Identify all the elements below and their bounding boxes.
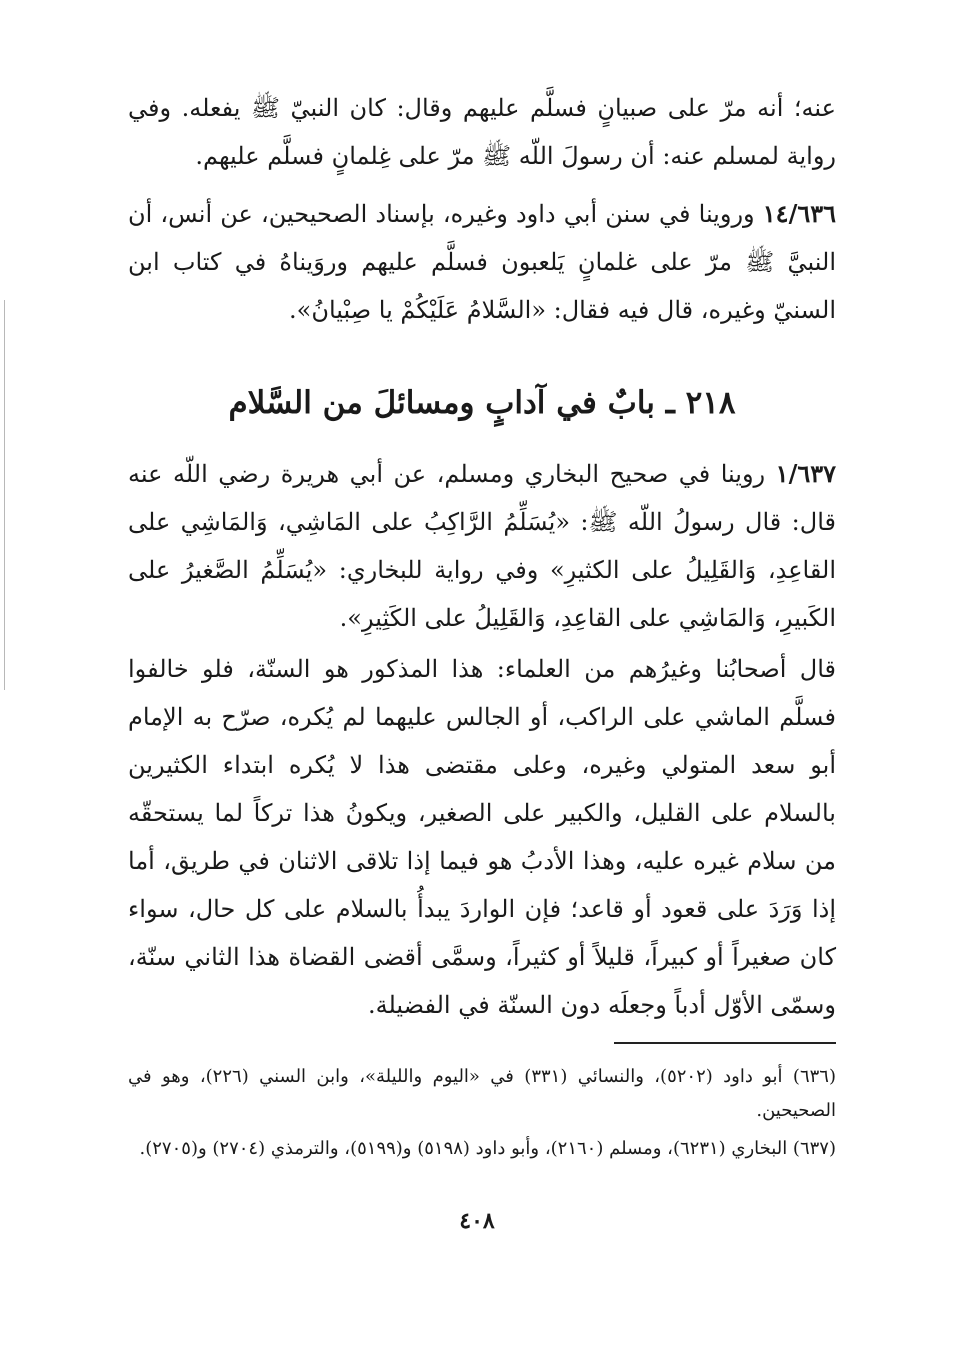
footnote-divider bbox=[614, 1042, 836, 1044]
paragraph-commentary bbox=[128, 645, 836, 1029]
paragraph-hadith-637 bbox=[128, 450, 836, 642]
page-number: ٤٠٨ bbox=[459, 1208, 495, 1234]
paragraph-text: عنه؛ أنه مرّ على صبيانٍ فسلَّم عليهم وقال: كان النبيّ ﷺ يفعله. وفي رواية لمسلم عنه: أن رسولَ اللّه ﷺ مرّ على غِلمانٍ فسلَّم عليهم. bbox=[128, 94, 836, 170]
hadith-number: ١٤/٦٣٦ bbox=[762, 199, 836, 228]
paragraph-text: روينا في صحيح البخاري ومسلم، عن أبي هريرة رضي اللّه عنه قال: قال رسولُ اللّه ﷺ: «يُسَلِّمُ الرَّاكِبُ على المَاشِي، وَالمَاشِي على القاعِدِ، وَالقَلِيلُ على الكثيرِ» وفي رواية للبخاري: «يُسَلِّمُ الصَّغيرُ على الكَبيرِ، وَالمَاشِي على القاعِدِ، وَالقَلِيلُ على الكَثِيرِ». bbox=[128, 460, 836, 632]
scan-edge-line bbox=[4, 300, 5, 690]
chapter-heading: ٢١٨ ـ بابٌ في آدابٍ ومسائلَ من السَّلام bbox=[228, 385, 736, 421]
footnote-637: (٦٣٧) البخاري (٦٢٣١)، ومسلم (٢١٦٠)، وأبو داود (٥١٩٨) و(٥١٩٩)، والترمذي (٢٧٠٤) و(٢٧٠٥). bbox=[139, 1138, 836, 1159]
paragraph-text: وروينا في سنن أبي داود وغيره، بإسناد الصحيحين، عن أنس، أن النبيَّ ﷺ مرّ على غلمانٍ يَلعبون فسلَّم عليهم وروَيناهُ في كتاب ابن السنيّ وغيره، قال فيه فقال: «السَّلامُ عَلَيْكُمْ يا صِبْيانُ». bbox=[128, 200, 836, 324]
footnote-636: (٦٣٦) أبو داود (٥٢٠٢)، والنسائي (٣٣١) في «اليوم والليلة»، وابن السني (٢٢٦)، وهو في الصحيحين. bbox=[128, 1066, 836, 1121]
paragraph-hadith-636 bbox=[128, 190, 836, 334]
footnotes bbox=[128, 1060, 836, 1170]
paragraph-continuation bbox=[128, 84, 836, 180]
hadith-number: ١/٦٣٧ bbox=[775, 459, 836, 488]
paragraph-text: قال أصحابُنا وغيرُهم من العلماء: هذا المذكور هو السنّة، فلو خالفوا فسلَّم الماشي على الراكب، أو الجالس عليهما لم يُكره، صرّح به الإمام أبو سعد المتولي وغيره، وعلى مقتضى هذا لا يُكره ابتداء الكثيرين بالسلام على القليل، والكبير على الصغير، ويكونُ هذا تركاً لما يستحقّه من سلام غيره عليه، وهذا الأدبُ هو فيما إذا تلاقى الاثنان في طريق، أما إذا وَرَدَ على قعود أو قاعد؛ فإن الواردَ يبدأُ بالسلام على كل حال، سواء كان صغيراً أو كبيراً، قليلاً أو كثيراً، وسمَّى أقضى القضاة هذا الثاني سنّة، وسمّى الأوّل أدباً وجعلَه دون السنّة في الفضيلة. bbox=[128, 655, 836, 1019]
